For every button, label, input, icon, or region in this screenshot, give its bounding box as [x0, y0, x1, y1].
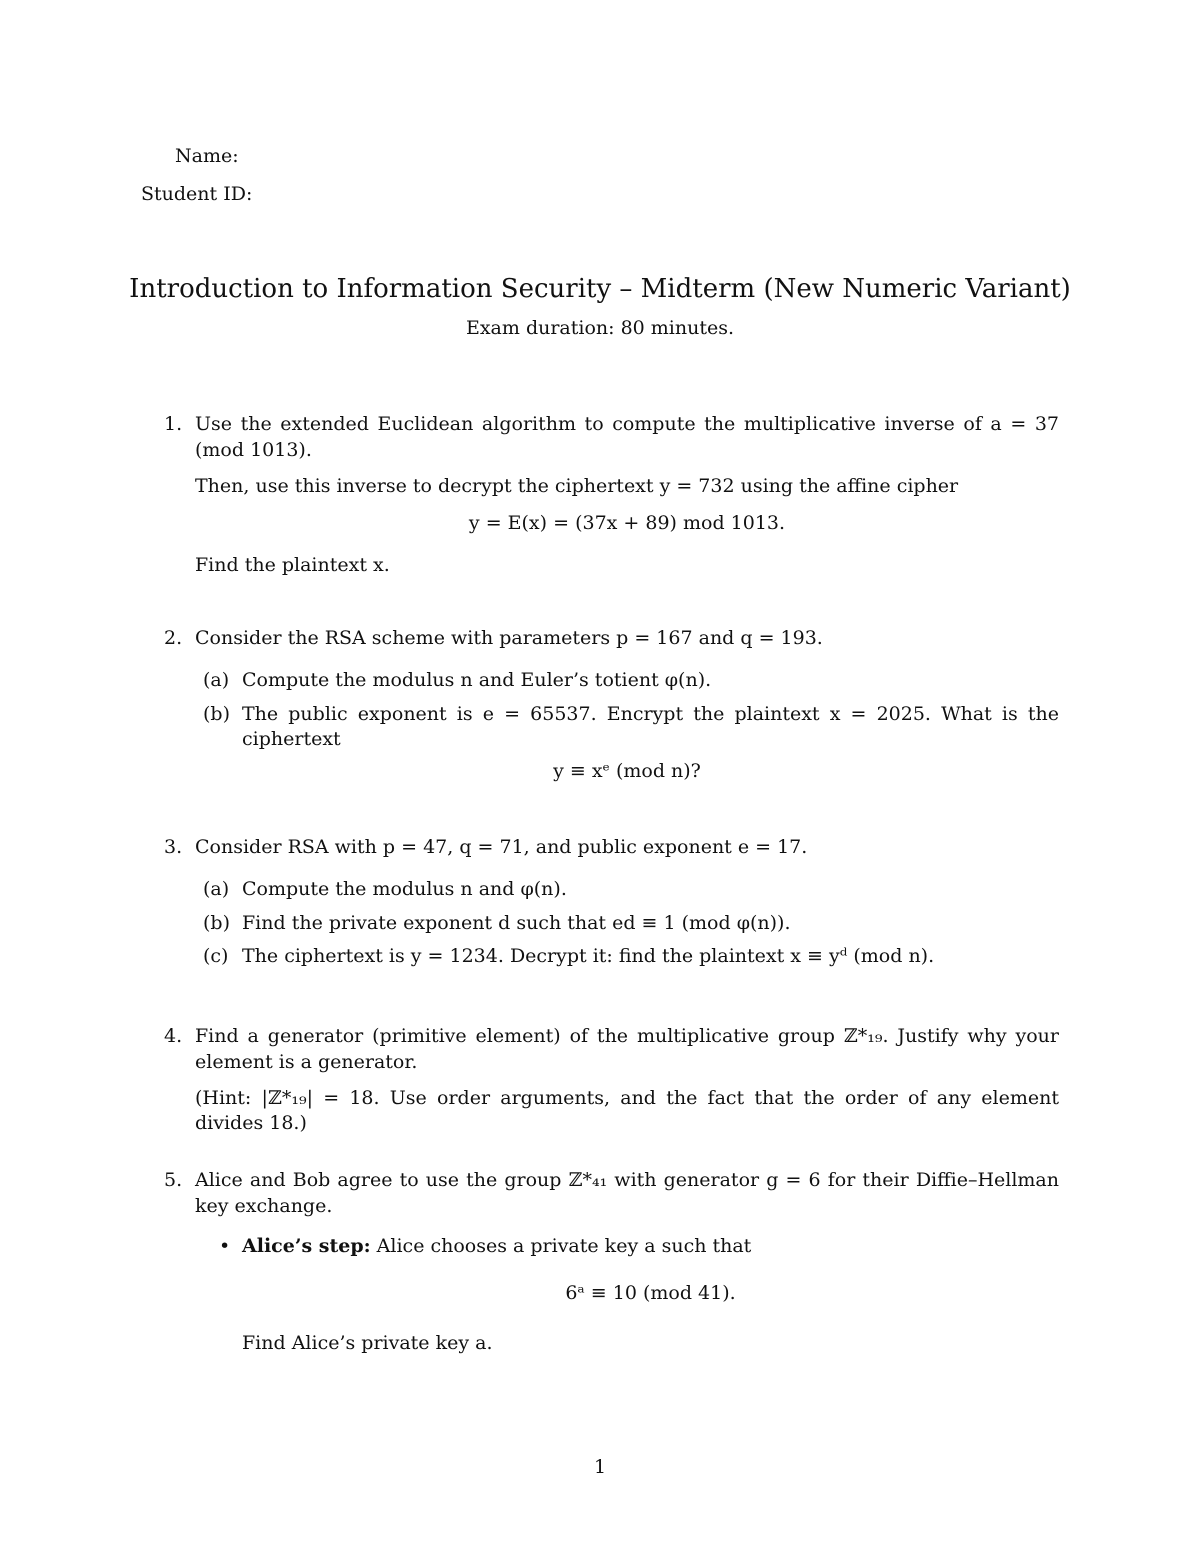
bullet-text: Alice chooses a private key a such that	[376, 1234, 752, 1257]
sub-question-a	[195, 668, 1059, 694]
bullet-item	[164, 1234, 1059, 1357]
exam-duration: Exam duration: 80 minutes.	[465, 317, 735, 339]
question-text: Alice and Bob agree to use the group ℤ*₄₁ with generator g = 6 for their Diffie–Hellman key exchange.	[195, 1169, 1059, 1217]
sub-question-a	[195, 877, 1059, 903]
name-label: Name:	[175, 145, 239, 167]
exam-title: Introduction to Information Security – Midterm (New Numeric Variant)	[129, 274, 1071, 304]
bullet-icon: •	[219, 1234, 231, 1257]
sub-text: Find the private exponent d such that ed ≡ 1 (mod φ(n)).	[242, 911, 791, 934]
page-number: 1	[593, 1456, 607, 1478]
question-3	[164, 835, 1059, 970]
sub-question-b	[195, 911, 1059, 937]
question-5	[164, 1168, 1059, 1357]
student-id-label: Student ID:	[141, 183, 253, 205]
sub-question-c	[195, 944, 1059, 970]
question-number: 1.	[164, 413, 183, 435]
question-text: Then, use this inverse to decrypt the ciphertext y = 732 using the affine cipher	[195, 474, 959, 497]
question-hint: (Hint: |ℤ*₁₉| = 18. Use order arguments, and the fact that the order of any element divides 18.)	[195, 1086, 1059, 1135]
question-number: 2.	[164, 627, 183, 649]
sub-text: Compute the modulus n and Euler’s totient φ(n).	[242, 668, 712, 691]
bullet-end-text: Find Alice’s private key a.	[242, 1332, 493, 1355]
equation: 6ᵃ ≡ 10 (mod 41).	[565, 1282, 736, 1305]
question-number: 5.	[164, 1169, 183, 1191]
question-text: Use the extended Euclidean algorithm to compute the multiplicative inverse of a = 37 (mod 1013).	[195, 413, 1059, 461]
question-number: 4.	[164, 1025, 183, 1047]
sub-label: (b)	[203, 911, 230, 934]
question-text: Find the plaintext x.	[195, 554, 390, 577]
sub-text: Compute the modulus n and φ(n).	[242, 877, 567, 900]
sub-text: The public exponent is e = 65537. Encrypt the plaintext x = 2025. What is the ciphertext	[242, 702, 1059, 751]
equation: y = E(x) = (37x + 89) mod 1013.	[468, 512, 786, 535]
question-1	[164, 412, 1059, 589]
sub-label: (a)	[203, 877, 230, 900]
question-number: 3.	[164, 836, 183, 858]
question-2	[164, 626, 1059, 801]
sub-label: (c)	[203, 945, 229, 968]
sub-text: The ciphertext is y = 1234. Decrypt it: find the plaintext x ≡ yᵈ (mod n).	[242, 945, 935, 968]
equation: y ≡ xᵉ (mod n)?	[553, 760, 701, 783]
question-text: Consider RSA with p = 47, q = 71, and public exponent e = 17.	[195, 836, 808, 858]
question-text: Find a generator (primitive element) of the multiplicative group ℤ*₁₉. Justify why your element is a generator.	[195, 1025, 1059, 1073]
sub-label: (a)	[203, 668, 230, 691]
question-text: Consider the RSA scheme with parameters p = 167 and q = 193.	[195, 627, 823, 649]
sub-question-b	[195, 702, 1059, 754]
question-4	[164, 1024, 1059, 1147]
bullet-title: Alice’s step:	[242, 1234, 371, 1257]
sub-label: (b)	[203, 702, 230, 725]
